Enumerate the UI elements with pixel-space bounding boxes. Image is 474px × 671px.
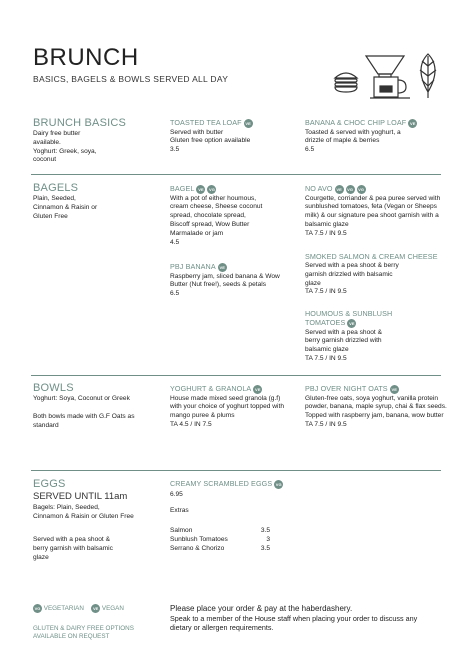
page-title: BRUNCH	[33, 44, 139, 71]
menu-item-overnight-oats: PBJ OVER NIGHT OATS VE Gluten-free oats, soya yoghurt, vanilla protein powder, banana, maple syrup, chai & flax seeds. Topped with raspberry jam, banana, wow butter TA 7.5 / IN 9.5	[305, 384, 447, 428]
menu-item-banana-loaf: BANANA & CHOC CHIP LOAF VE Toasted & served with yoghurt, a drizzle of maple & berries 6.5	[305, 118, 416, 154]
allergen-note-line2: dietary or allergen requirements.	[170, 623, 274, 632]
section-title-bagels: BAGELS	[33, 182, 79, 194]
section-divider	[31, 375, 441, 376]
bagels-description: Plain, Seeded, Cinnamon & Raisin or Gluten Free	[33, 195, 98, 220]
vegan-badge: VE	[219, 264, 226, 270]
vegan-badge: VE	[92, 606, 99, 611]
item-name: PBJ BANANA	[170, 262, 216, 271]
vegetarian-badge: VG	[358, 186, 365, 192]
vegetarian-badge: VG	[275, 481, 282, 487]
menu-item-bagel: BAGEL VE VG With a pot of either houmous, cream cheese, Sheese coconut spread, chocolate spread, Biscoff spread, Wow Butter Marmalade or jam 4.5	[170, 184, 263, 246]
vegan-badge: VE	[349, 320, 355, 326]
allergen-note-line1: Speak to a member of the House staff when placing your order to discuss any	[170, 614, 418, 623]
extra-row: Serrano & Chorizo 3.5	[170, 544, 270, 552]
extras-list	[170, 527, 270, 553]
eggs-served-until: SERVED UNTIL 11am	[33, 491, 128, 502]
vegetarian-label: VEGETARIAN	[43, 605, 84, 613]
bagel-sandwich-icon	[335, 73, 357, 92]
vegan-badge: VE	[255, 386, 261, 392]
item-name-line1: HOUMOUS & SUNBLUSH	[305, 309, 393, 318]
vegan-label: VEGAN	[101, 605, 124, 613]
vegan-badge: VE	[409, 120, 416, 126]
item-name: BAGEL	[170, 184, 195, 193]
extra-row: Salmon 3.5	[170, 527, 270, 535]
bowls-description: Yoghurt: Soya, Coconut or Greek	[33, 395, 130, 402]
vegan-badge: VE	[198, 186, 204, 192]
section-title-eggs: EGGS	[33, 478, 66, 490]
gluten-dairy-note: GLUTEN & DAIRY FREE OPTIONS AVAILABLE ON REQUEST	[33, 625, 134, 640]
brunch-illustration-icon	[330, 46, 440, 106]
vegetarian-badge: VG	[208, 186, 215, 192]
bowls-oats-note: Both bowls made with G.F Oats as standard	[33, 413, 135, 429]
menu-item-houmous: HOUMOUS & SUNBLUSH TOMATOES VE Served with a pea shoot & berry garnish drizzled with balsamic glaze TA 7.5 / IN 9.5	[305, 309, 445, 364]
basics-description: Dairy free butter available. Yoghurt: Greek, soya, coconut	[33, 130, 97, 164]
vegan-badge: VE	[336, 186, 342, 192]
extras-label: Extras	[170, 507, 189, 515]
item-name: BANANA & CHOC CHIP LOAF	[305, 118, 407, 127]
vegan-badge: VE	[245, 120, 251, 126]
section-divider	[31, 470, 441, 471]
ordering-footer	[170, 604, 445, 632]
menu-item-smoked-salmon: SMOKED SALMON & CREAM CHEESE Served with a pea shoot & berry garnish drizzled with balsamic glaze TA 7.5 / IN 9.5	[305, 252, 450, 297]
dietary-legend	[33, 604, 124, 613]
item-name: PBJ OVER NIGHT OATS	[305, 384, 388, 393]
page-subtitle: BASICS, BAGELS & BOWLS SERVED ALL DAY	[33, 74, 229, 84]
coffee-pourover-icon	[366, 56, 410, 98]
section-title-bowls: BOWLS	[33, 382, 74, 394]
menu-item-scrambled-eggs	[170, 479, 310, 554]
section-title-basics: BRUNCH BASICS	[33, 117, 127, 129]
menu-item-tea-loaf: TOASTED TEA LOAF VE Served with butter Gluten free option available 3.5	[170, 118, 251, 154]
item-name: YOGHURT & GRANOLA	[170, 384, 252, 393]
vegetarian-badge: VG	[347, 186, 354, 192]
item-name-line2: TOMATOES	[305, 318, 346, 327]
item-price: 6.95	[170, 490, 183, 498]
vegan-badge: VE	[391, 386, 397, 392]
extra-row: Sunblush Tomatoes 3	[170, 535, 270, 543]
eggs-garnish-note: Served with a pea shoot & berry garnish with balsamic glaze	[33, 536, 113, 561]
eggs-bagel-options: Bagels: Plain, Seeded, Cinnamon & Raisin or Gluten Free	[33, 504, 134, 520]
item-name: TOASTED TEA LOAF	[170, 118, 242, 127]
item-name: SMOKED SALMON & CREAM CHEESE	[305, 252, 438, 261]
section-divider	[31, 174, 441, 175]
menu-item-yoghurt-granola: YOGHURT & GRANOLA VE House made mixed seed granola (g.f) with your choice of yoghurt topped with mango puree & plums TA 4.5 / IN 7.5	[170, 384, 284, 428]
item-name: CREAMY SCRAMBLED EGGS	[170, 479, 273, 488]
menu-item-no-avo: NO AVO VE VG VG Courgette, corriander & pea puree served with sunblushed tomatoes, feta (Vegan or Sheeps milk) & our signature pea shoot garnish with a balsamic glaze TA 7.5 / IN 9.5	[305, 184, 441, 237]
item-name: NO AVO	[305, 184, 333, 193]
menu-item-pbj-banana: PBJ BANANA VE Raspberry jam, sliced banana & Wow Butter (Nut free!), seeds & petals 6.5	[170, 262, 280, 298]
leaf-icon	[420, 54, 436, 98]
vegetarian-badge: VG	[34, 606, 41, 611]
ordering-instruction: Please place your order & pay at the haberdashery.	[170, 604, 353, 613]
